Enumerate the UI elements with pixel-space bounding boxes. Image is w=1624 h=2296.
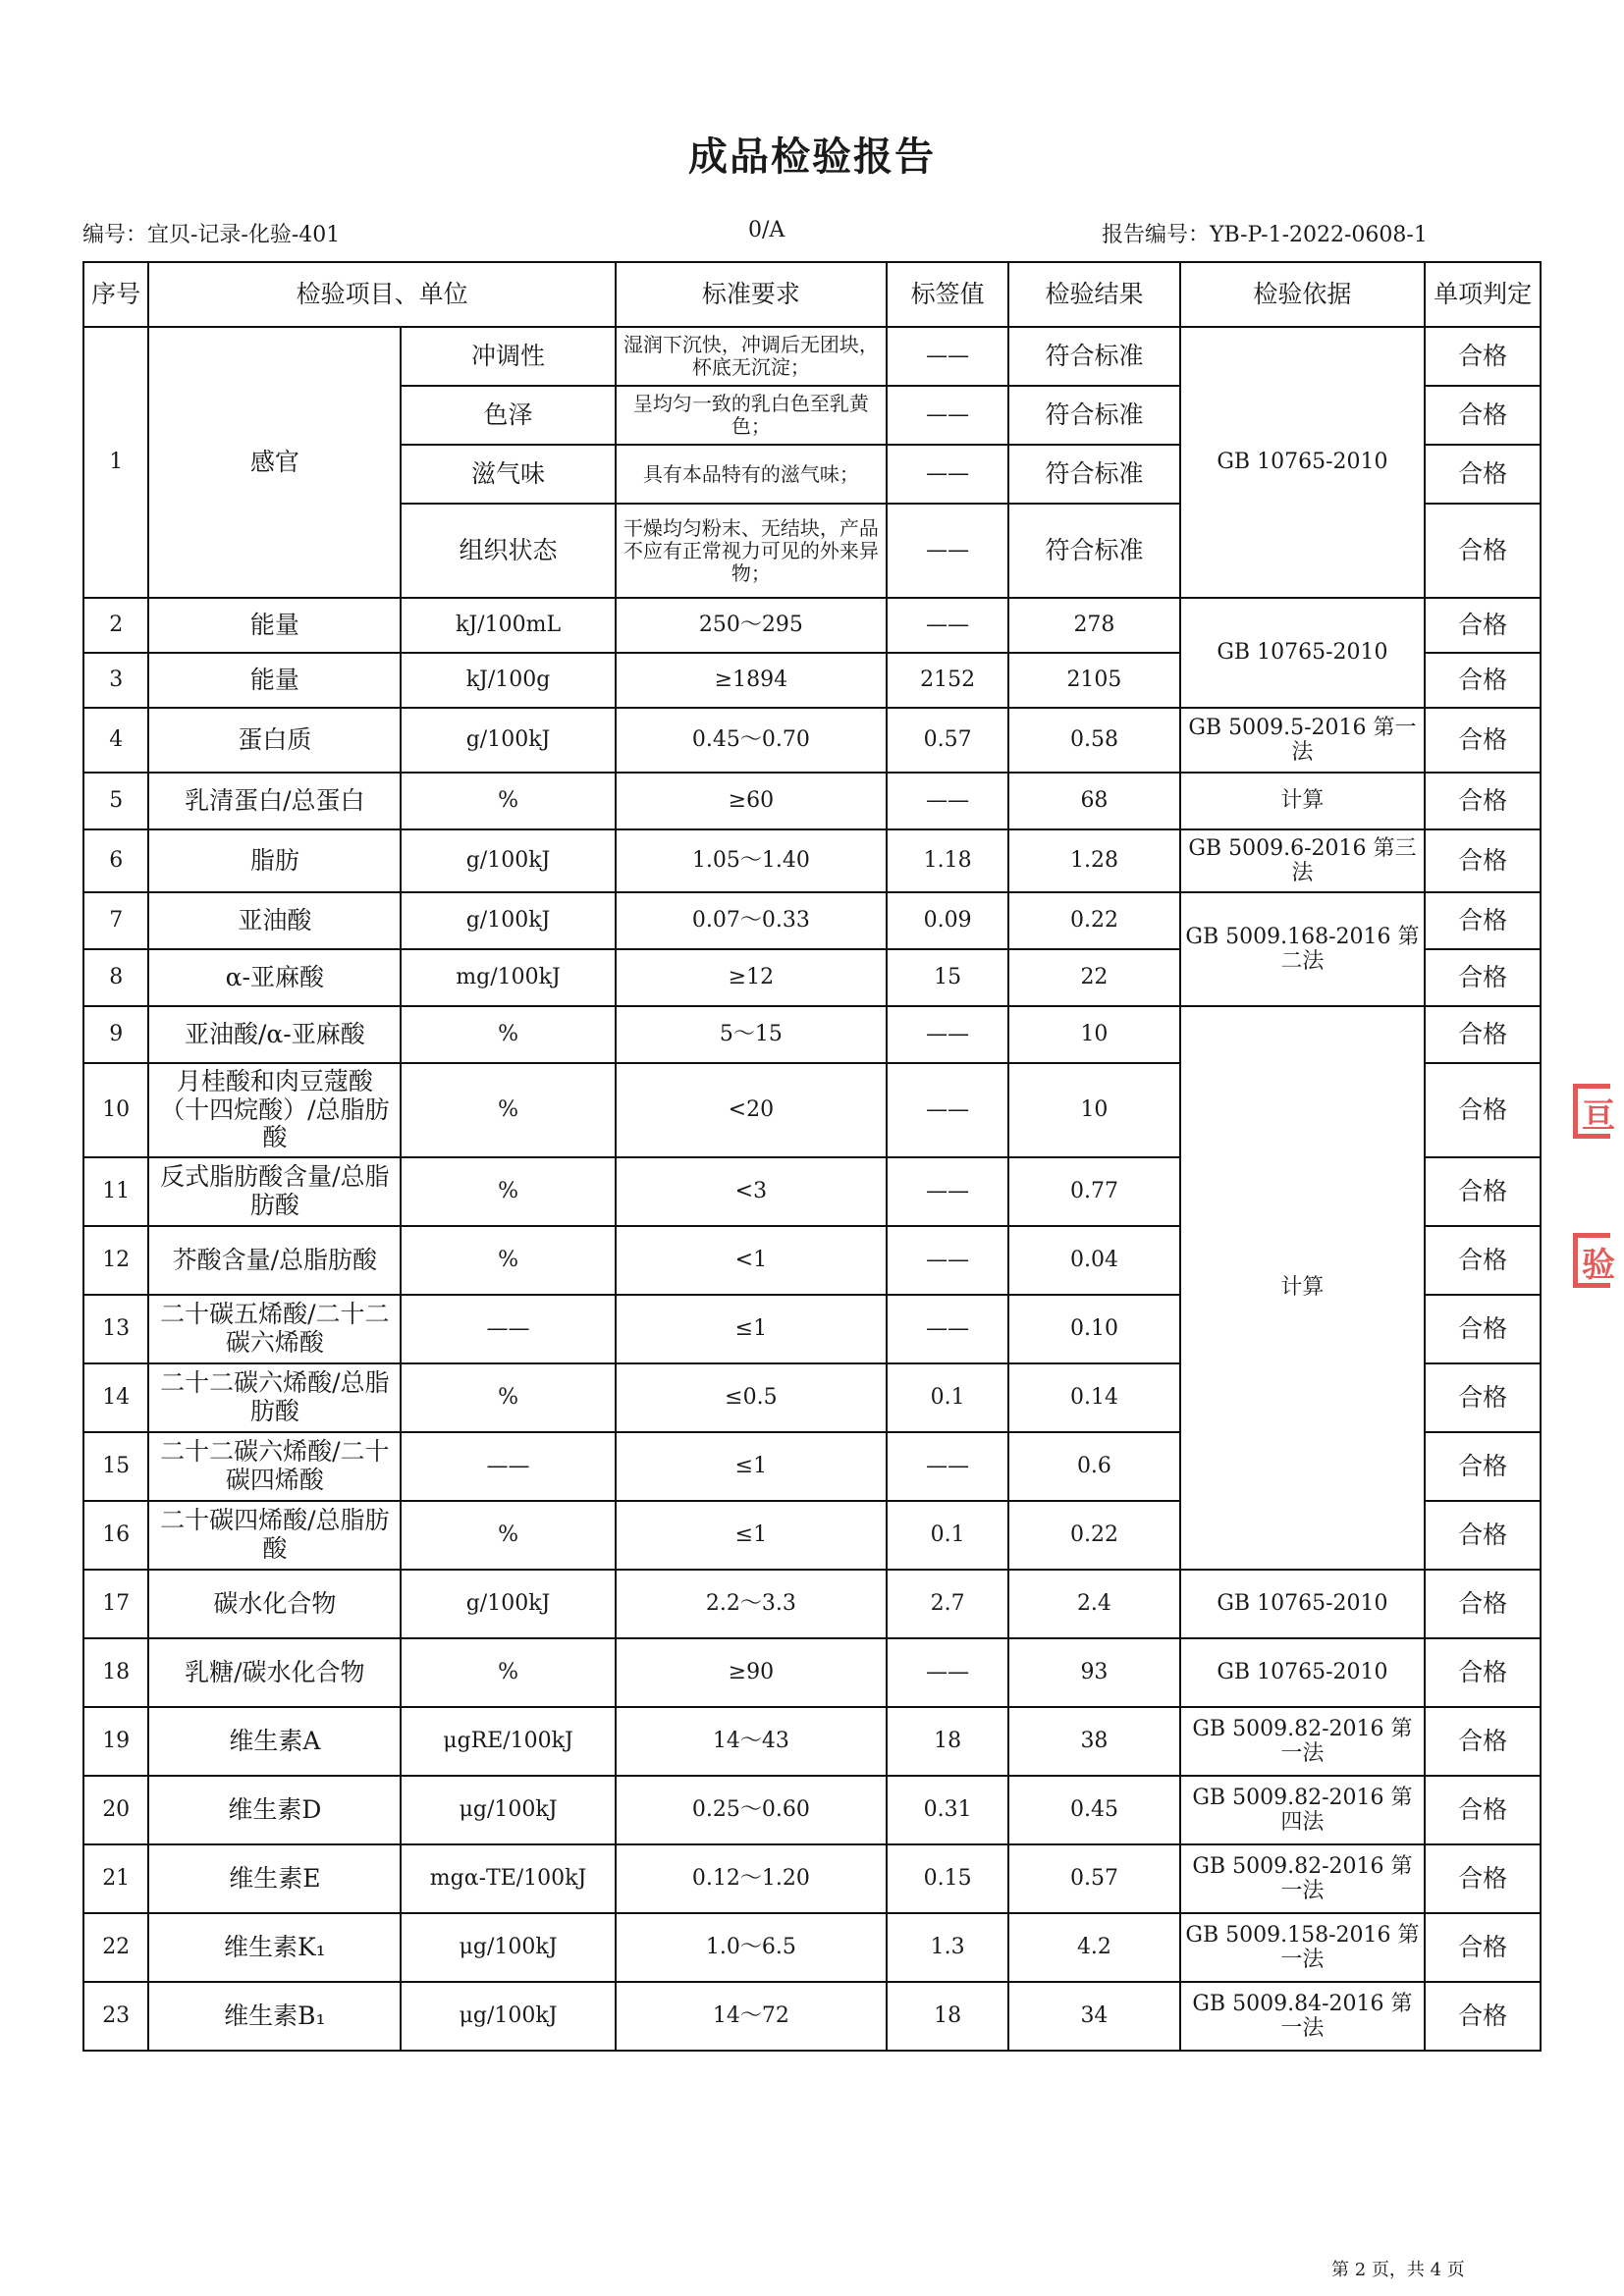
judgement: 合格 [1425, 1006, 1541, 1063]
test-result: 符合标准 [1008, 386, 1180, 445]
item-name: 月桂酸和肉豆蔻酸（十四烷酸）/总脂肪酸 [148, 1063, 401, 1157]
row-number: 9 [83, 1006, 148, 1063]
judgement: 合格 [1425, 1638, 1541, 1707]
report-title: 成品检验报告 [688, 133, 936, 180]
judgement: 合格 [1425, 1226, 1541, 1295]
label-value: 1.3 [887, 1913, 1008, 1982]
item-unit: μg/100kJ [401, 1982, 615, 2051]
judgement: 合格 [1425, 949, 1541, 1006]
item-name: 乳清蛋白/总蛋白 [148, 773, 401, 829]
table-row [83, 1913, 1541, 1982]
row-number: 5 [83, 773, 148, 829]
test-basis: GB 5009.82-2016 第四法 [1180, 1776, 1425, 1844]
row-number: 1 [83, 327, 148, 598]
standard-requirement: ≥12 [616, 949, 887, 1006]
test-result: 0.77 [1008, 1157, 1180, 1226]
red-stamp-fragment: 亘 [1573, 1084, 1610, 1139]
item-unit: mgα-TE/100kJ [401, 1844, 615, 1913]
judgement: 合格 [1425, 1363, 1541, 1432]
item-name: 碳水化合物 [148, 1570, 401, 1638]
label-value: —— [887, 1432, 1008, 1501]
test-result: 0.14 [1008, 1363, 1180, 1432]
row-number: 12 [83, 1226, 148, 1295]
item-unit: —— [401, 1295, 615, 1363]
item-name: 二十碳五烯酸/二十二碳六烯酸 [148, 1295, 401, 1363]
row-number: 14 [83, 1363, 148, 1432]
row-number: 13 [83, 1295, 148, 1363]
label-value: 18 [887, 1982, 1008, 2051]
col-header-label: 标签值 [887, 262, 1008, 327]
standard-requirement: 250～295 [616, 598, 887, 653]
row-number: 4 [83, 708, 148, 773]
test-basis: GB 5009.158-2016 第一法 [1180, 1913, 1425, 1982]
table-row [83, 1707, 1541, 1776]
label-value: —— [887, 1006, 1008, 1063]
label-value: —— [887, 1063, 1008, 1157]
standard-requirement: 1.0～6.5 [616, 1913, 887, 1982]
test-basis: GB 10765-2010 [1180, 1570, 1425, 1638]
judgement: 合格 [1425, 445, 1541, 504]
test-result: 0.22 [1008, 892, 1180, 949]
row-number: 3 [83, 653, 148, 708]
table-row [83, 1570, 1541, 1638]
judgement: 合格 [1425, 327, 1541, 386]
row-number: 18 [83, 1638, 148, 1707]
item-name: 脂肪 [148, 829, 401, 892]
standard-requirement: ≤1 [616, 1501, 887, 1570]
item-unit: g/100kJ [401, 1570, 615, 1638]
test-basis: GB 5009.82-2016 第一法 [1180, 1844, 1425, 1913]
test-result: 4.2 [1008, 1913, 1180, 1982]
judgement: 合格 [1425, 386, 1541, 445]
standard-requirement: 呈均匀一致的乳白色至乳黄色； [616, 386, 887, 445]
col-header-judgement: 单项判定 [1425, 262, 1541, 327]
test-result: 93 [1008, 1638, 1180, 1707]
standard-requirement: ≥90 [616, 1638, 887, 1707]
row-number: 15 [83, 1432, 148, 1501]
item-name: 二十碳四烯酸/总脂肪酸 [148, 1501, 401, 1570]
document-version: 0/A [748, 218, 785, 242]
item-name: 维生素B₁ [148, 1982, 401, 2051]
test-result: 0.22 [1008, 1501, 1180, 1570]
label-value: —— [887, 386, 1008, 445]
standard-requirement: ≤1 [616, 1432, 887, 1501]
row-number: 6 [83, 829, 148, 892]
standard-requirement: <20 [616, 1063, 887, 1157]
item-name: 维生素E [148, 1844, 401, 1913]
row-number: 19 [83, 1707, 148, 1776]
page-footer: 第 2 页，共 4 页 [1331, 2260, 1465, 2280]
table-row [83, 708, 1541, 773]
standard-requirement: 干燥均匀粉末、无结块，产品不应有正常视力可见的外来异物； [616, 504, 887, 598]
item-unit: μgRE/100kJ [401, 1707, 615, 1776]
label-value: 0.09 [887, 892, 1008, 949]
standard-requirement: 0.45～0.70 [616, 708, 887, 773]
test-result: 0.10 [1008, 1295, 1180, 1363]
test-basis: GB 5009.84-2016 第一法 [1180, 1982, 1425, 2051]
test-basis: 计算 [1180, 1006, 1425, 1570]
label-value: —— [887, 1295, 1008, 1363]
item-unit: g/100kJ [401, 708, 615, 773]
item-unit: μg/100kJ [401, 1776, 615, 1844]
test-result: 38 [1008, 1707, 1180, 1776]
table-row [83, 1638, 1541, 1707]
row-number: 2 [83, 598, 148, 653]
standard-requirement: 0.25～0.60 [616, 1776, 887, 1844]
judgement: 合格 [1425, 1432, 1541, 1501]
item-unit: g/100kJ [401, 829, 615, 892]
item-name: 组织状态 [401, 504, 615, 598]
test-result: 符合标准 [1008, 445, 1180, 504]
test-result: 符合标准 [1008, 504, 1180, 598]
col-header-result: 检验结果 [1008, 262, 1180, 327]
item-category: 感官 [148, 327, 401, 598]
col-header-basis: 检验依据 [1180, 262, 1425, 327]
judgement: 合格 [1425, 653, 1541, 708]
col-header-item: 检验项目、单位 [148, 262, 615, 327]
test-result: 68 [1008, 773, 1180, 829]
row-number: 22 [83, 1913, 148, 1982]
row-number: 21 [83, 1844, 148, 1913]
inspection-table [82, 261, 1542, 2052]
item-name: 维生素D [148, 1776, 401, 1844]
item-name: 亚油酸 [148, 892, 401, 949]
item-name: 能量 [148, 598, 401, 653]
item-unit: % [401, 1157, 615, 1226]
test-result: 1.28 [1008, 829, 1180, 892]
row-number: 16 [83, 1501, 148, 1570]
test-basis: GB 5009.82-2016 第一法 [1180, 1707, 1425, 1776]
label-value: —— [887, 327, 1008, 386]
test-basis: GB 5009.6-2016 第三法 [1180, 829, 1425, 892]
row-number: 23 [83, 1982, 148, 2051]
label-value: —— [887, 1226, 1008, 1295]
test-result: 10 [1008, 1063, 1180, 1157]
table-row [83, 1982, 1541, 2051]
standard-requirement: ≥1894 [616, 653, 887, 708]
judgement: 合格 [1425, 1157, 1541, 1226]
row-number: 8 [83, 949, 148, 1006]
judgement: 合格 [1425, 1844, 1541, 1913]
standard-requirement: 14～43 [616, 1707, 887, 1776]
item-unit: % [401, 1063, 615, 1157]
item-unit: % [401, 1006, 615, 1063]
standard-requirement: 湿润下沉快，冲调后无团块，杯底无沉淀； [616, 327, 887, 386]
item-unit: μg/100kJ [401, 1913, 615, 1982]
label-value: —— [887, 504, 1008, 598]
judgement: 合格 [1425, 1295, 1541, 1363]
table-row [83, 1776, 1541, 1844]
row-number: 20 [83, 1776, 148, 1844]
item-name: 乳糖/碳水化合物 [148, 1638, 401, 1707]
judgement: 合格 [1425, 1913, 1541, 1982]
test-result: 34 [1008, 1982, 1180, 2051]
judgement: 合格 [1425, 1063, 1541, 1157]
standard-requirement: ≤1 [616, 1295, 887, 1363]
judgement: 合格 [1425, 1707, 1541, 1776]
standard-requirement: <3 [616, 1157, 887, 1226]
judgement: 合格 [1425, 1776, 1541, 1844]
item-name: 能量 [148, 653, 401, 708]
label-value: 15 [887, 949, 1008, 1006]
standard-requirement: 1.05～1.40 [616, 829, 887, 892]
item-name: 反式脂肪酸含量/总脂肪酸 [148, 1157, 401, 1226]
label-value: 1.18 [887, 829, 1008, 892]
red-stamp-fragment: 验 [1573, 1233, 1610, 1288]
item-unit: % [401, 1638, 615, 1707]
test-result: 0.58 [1008, 708, 1180, 773]
item-name: 滋气味 [401, 445, 615, 504]
test-result: 0.57 [1008, 1844, 1180, 1913]
table-row [83, 892, 1541, 949]
label-value: 0.15 [887, 1844, 1008, 1913]
item-name: 维生素A [148, 1707, 401, 1776]
col-header-no: 序号 [83, 262, 148, 327]
judgement: 合格 [1425, 773, 1541, 829]
label-value: —— [887, 773, 1008, 829]
item-name: 二十二碳六烯酸/二十碳四烯酸 [148, 1432, 401, 1501]
label-value: 2152 [887, 653, 1008, 708]
judgement: 合格 [1425, 1982, 1541, 2051]
test-result: 2105 [1008, 653, 1180, 708]
test-result: 278 [1008, 598, 1180, 653]
test-result: 0.04 [1008, 1226, 1180, 1295]
item-name: 色泽 [401, 386, 615, 445]
label-value: —— [887, 1157, 1008, 1226]
label-value: 18 [887, 1707, 1008, 1776]
test-result: 10 [1008, 1006, 1180, 1063]
item-unit: g/100kJ [401, 892, 615, 949]
item-unit: —— [401, 1432, 615, 1501]
row-number: 10 [83, 1063, 148, 1157]
item-name: 维生素K₁ [148, 1913, 401, 1982]
item-unit: % [401, 1226, 615, 1295]
item-name: 亚油酸/α-亚麻酸 [148, 1006, 401, 1063]
judgement: 合格 [1425, 598, 1541, 653]
item-name: 冲调性 [401, 327, 615, 386]
row-number: 11 [83, 1157, 148, 1226]
item-unit: % [401, 1363, 615, 1432]
item-name: α-亚麻酸 [148, 949, 401, 1006]
label-value: —— [887, 445, 1008, 504]
test-basis: 计算 [1180, 773, 1425, 829]
test-basis: GB 10765-2010 [1180, 1638, 1425, 1707]
test-result: 2.4 [1008, 1570, 1180, 1638]
item-name: 二十二碳六烯酸/总脂肪酸 [148, 1363, 401, 1432]
item-unit: % [401, 1501, 615, 1570]
item-unit: kJ/100g [401, 653, 615, 708]
table-row [83, 1844, 1541, 1913]
row-number: 17 [83, 1570, 148, 1638]
table-row [83, 598, 1541, 653]
test-basis: GB 10765-2010 [1180, 327, 1425, 598]
label-value: 0.1 [887, 1501, 1008, 1570]
table-row [83, 1006, 1541, 1063]
label-value: 0.1 [887, 1363, 1008, 1432]
test-basis: GB 5009.168-2016 第二法 [1180, 892, 1425, 1006]
report-number: 报告编号：YB-P-1-2022-0608-1 [1102, 223, 1428, 247]
judgement: 合格 [1425, 1501, 1541, 1570]
standard-requirement: 2.2～3.3 [616, 1570, 887, 1638]
standard-requirement: 0.12～1.20 [616, 1844, 887, 1913]
standard-requirement: <1 [616, 1226, 887, 1295]
standard-requirement: ≤0.5 [616, 1363, 887, 1432]
judgement: 合格 [1425, 1570, 1541, 1638]
item-name: 蛋白质 [148, 708, 401, 773]
col-header-standard: 标准要求 [616, 262, 887, 327]
label-value: —— [887, 1638, 1008, 1707]
item-unit: kJ/100mL [401, 598, 615, 653]
standard-requirement: ≥60 [616, 773, 887, 829]
table-header-row [83, 262, 1541, 327]
test-result: 0.45 [1008, 1776, 1180, 1844]
standard-requirement: 5～15 [616, 1006, 887, 1063]
standard-requirement: 14～72 [616, 1982, 887, 2051]
label-value: 0.31 [887, 1776, 1008, 1844]
table-row [83, 773, 1541, 829]
table-row [83, 327, 1541, 386]
table-row [83, 829, 1541, 892]
test-result: 符合标准 [1008, 327, 1180, 386]
test-basis: GB 5009.5-2016 第一法 [1180, 708, 1425, 773]
judgement: 合格 [1425, 829, 1541, 892]
label-value: 2.7 [887, 1570, 1008, 1638]
item-name: 芥酸含量/总脂肪酸 [148, 1226, 401, 1295]
standard-requirement: 0.07～0.33 [616, 892, 887, 949]
row-number: 7 [83, 892, 148, 949]
test-result: 22 [1008, 949, 1180, 1006]
test-result: 0.6 [1008, 1432, 1180, 1501]
document-number: 编号：宜贝-记录-化验-401 [82, 223, 341, 247]
item-unit: mg/100kJ [401, 949, 615, 1006]
label-value: 0.57 [887, 708, 1008, 773]
judgement: 合格 [1425, 892, 1541, 949]
label-value: —— [887, 598, 1008, 653]
judgement: 合格 [1425, 708, 1541, 773]
standard-requirement: 具有本品特有的滋气味； [616, 445, 887, 504]
item-unit: % [401, 773, 615, 829]
judgement: 合格 [1425, 504, 1541, 598]
test-basis: GB 10765-2010 [1180, 598, 1425, 708]
